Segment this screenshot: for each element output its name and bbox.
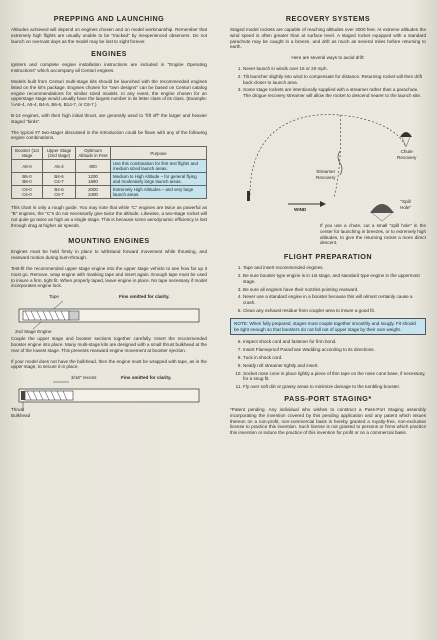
altitude-cell: 1200 1890 <box>76 173 111 186</box>
booster-cell: B6-0 B8-0 <box>12 173 43 186</box>
second-stage-engine-label: 2nd Stage Engine <box>15 329 52 335</box>
table-header-altitude: Optimum Altitude in Feet <box>76 147 111 160</box>
booster-figure <box>11 375 207 421</box>
spill-hole-label: "Spill Hole" <box>400 198 412 210</box>
flight-list-b <box>230 339 426 390</box>
table-row <box>12 186 207 199</box>
upper-cell: A5-4 <box>43 160 76 173</box>
list-item: 10. Socket nose cone in place lightly a piece of thin tape on the nose cone base, if necessary, for a snug fit. <box>243 371 426 383</box>
booster-cell: C6-0 C6-0 <box>12 186 43 199</box>
chute-recovery-label: Chute Recovery <box>397 148 417 160</box>
prepping-heading: PREPPING AND LAUNCHING <box>53 14 165 23</box>
list-item: 4. Never use a standard engine in a booster because this will almost certainly cause a crash. <box>243 294 426 306</box>
engines-paragraph-2: Models built from Centuri multi-stage kits should be launched with the recommended engines listed on the kit's package. Engines chosen for "own designs" can be based on Centuri catalog engine recommendations for similar sized models. In any event, the engine chosen for an upperstage stage would usually have the largest number in its letter class of its class. (Example: ½A6-4, A5-4, B4-6, B6-6, B14-7, or C6-7.) <box>11 78 207 108</box>
booster-drawing <box>11 379 207 413</box>
recovery-diagram <box>230 103 426 223</box>
note-box: NOTE: When fully prepared, stages must couple together smoothly and snugly. Fit should be tight enough so that boosters do not fall out of upper stage by their own weight. <box>230 318 426 336</box>
table-header-upper: Upper Stage (2nd stage) <box>43 147 76 160</box>
recovery-paragraph-2: Here are several ways to avoid drift: <box>291 55 365 61</box>
purpose-cell: Use this combination for first test flights and medium sized launch areas. <box>111 160 207 173</box>
right-column <box>230 14 426 441</box>
mounting-paragraph-3: Couple the upper stage and booster sections together carefully. Insert the recommended booster engine into place. Many multi-stage kits are designed with a small thrust bulkhead at the rear of the lowest stage. This prevents rearward engine movement at booster ejection. <box>11 336 207 353</box>
engines-paragraph-3: B-14 engines, with their high initial thrust, are generally used to "lift off" the larger and heavier staged "birds". <box>11 112 207 124</box>
flight-list-a <box>230 265 426 314</box>
table-row <box>12 160 207 173</box>
mounting-paragraph-4: If your model does not have the bulkhead, then the engine must be wrapped with tape, as in the upper stage, to secure it in place. <box>11 358 207 370</box>
list-item: 11. Fly over soft dirt or grassy areas to minimize damage to the tumbling booster. <box>243 384 426 390</box>
engines-heading: ENGINES <box>91 49 127 59</box>
engines-paragraph-1: Igniters and complete engine installation instructions are included in "Engine Operating Instructions" which accompany all Centuri engines. <box>11 62 207 74</box>
booster-cell: A8-0 <box>12 160 43 173</box>
altitude-cell: 800 <box>76 160 111 173</box>
spill-hole-paragraph: If you use a chute, cut a small "spill hole" in the center for launching in breezes, or to extremely high altitudes, to give the returning rocket a more direct descent. <box>320 222 426 246</box>
recovery-list <box>230 66 426 99</box>
pass-port-paragraph: *Patent pending. Any individual who wishes to construct a Pass-Port Staging assembly incorporating the invention covered by this pending application and any patent which issues thereon on a non-profit, non-commercial basis is hereby granted a royalty-free, non-exclusive license to practice this invention. Such license is not granted to persons or firms which practice this invention or induce the practice of this invention for profit or on a commercial basis. <box>230 406 426 436</box>
list-item: 1. Never launch in winds over 15 or 20 mph. <box>243 66 426 72</box>
table-row <box>12 173 207 186</box>
pass-port-heading: PASS-PORT STAGING* <box>284 393 372 403</box>
mounting-heading: MOUNTING ENGINES <box>68 236 150 246</box>
altitude-cell: 2000 2400 <box>76 186 111 199</box>
upper-cell: B4-6 C6-7 <box>43 173 76 186</box>
mounting-paragraph-2: Test-fit the recommended upper stage engine into the upper stage vehicle to see how far up it must go. Remove, wrap engine with masking tape and insert again. Enough tape must be used to insure a firm, tight fit. When properly taped, leave engine in place. No tape necessary if model incorporates engine lock. <box>11 265 207 289</box>
table-header-booster: Booster (1st stage <box>12 147 43 160</box>
list-item: 5. Clean any exhaust residue from coupler area to insure a good fit. <box>243 308 426 314</box>
list-item: 9. Neatly roll streamer tightly and insert. <box>243 363 426 369</box>
table-note: This chart is only a rough guide. You may note that while "C" engines are twice as powerful as "B" engines, the "C"s do not necessarily give twice the altitude. Likewise, a two-stage rocket will not quite go twice as high as a single stage. This is because some aerodynamic efficiency is lost through drag at higher air speeds. <box>11 205 207 228</box>
list-item: 2. Tilt launcher slightly into wind to compensate for distance. Returning rocket will then drift back closer to launch area. <box>243 74 426 86</box>
recovery-drawing <box>230 103 426 223</box>
thrust-bulkhead-label: Thrust Bulkhead <box>11 407 31 418</box>
recess-label: 3/16" recess <box>71 375 97 381</box>
engines-paragraph-4: The typical #7 two-stager discussed in the introduction could be flown with any of the following engine combinations. <box>11 129 207 141</box>
streamer-recovery-label: Streamer Recovery <box>316 168 336 180</box>
recovery-heading: RECOVERY SYSTEMS <box>285 14 371 23</box>
upper-stage-figure <box>11 294 207 336</box>
table-header-purpose: Purpose <box>111 147 207 160</box>
list-item: 6. Inspect shock cord and fastener for firm bond. <box>243 339 426 345</box>
prepping-paragraph: Altitudes achieved will depend on engines chosen and on model workmanship. Remember that extremely high flights are usually unable to be "tracked" by inexperienced observers. Do not launch on overcast days as the model may be lost to sight forever. <box>11 27 207 44</box>
recovery-paragraph-1: Staged model rockets are capable of reaching altitudes over 2000 feet. At extreme altitudes the wind speed is often greater than at surface level. A staged rocket equipped with a standard parachute may be caught in a breeze, and drift as much as several miles before returning to earth. <box>230 27 426 50</box>
list-item: 3. Be sure all engines have their nozzles pointing rearward. <box>243 287 426 293</box>
purpose-cell: Medium to High Altitude – for general flying and moderately large launch areas. <box>111 173 207 186</box>
upper-stage-drawing <box>11 299 207 333</box>
list-item: 2. Be sure booster type engine is in 1st stage, and standard type engine in the uppermost stage. <box>243 273 426 285</box>
list-item: 3. Some stage rockets are intentionally supplied with a streamer rather than a parachute. The drogue recovery streamer will allow the rocket to descend nearer to the launch site. <box>243 87 426 99</box>
flight-preparation-heading: FLIGHT PREPARATION <box>283 252 373 262</box>
purpose-cell: Extremely High Altitudes – and very large launch areas. <box>111 186 207 199</box>
mounting-paragraph-1: Engines must be held firmly in place to withstand forward movement while thrusting, and rearward motion during burn-through. <box>11 249 207 261</box>
list-item: 1. Tape and insert recommended engines. <box>243 265 426 271</box>
left-column <box>11 14 207 421</box>
engine-table <box>11 146 207 199</box>
wind-label: WIND <box>294 206 307 212</box>
upper-cell: B4-6 C6-7 <box>43 186 76 199</box>
tape-label: Tape <box>49 294 59 300</box>
fins-omitted-label: Fins omitted for clarity. <box>119 294 170 300</box>
fins-omitted-label-2: Fins omitted for clarity. <box>121 375 172 381</box>
list-item: 8. Tuck in shock cord. <box>243 355 426 361</box>
list-item: 7. Insert Flameproof Parachute Wadding according to its directions. <box>243 347 426 353</box>
